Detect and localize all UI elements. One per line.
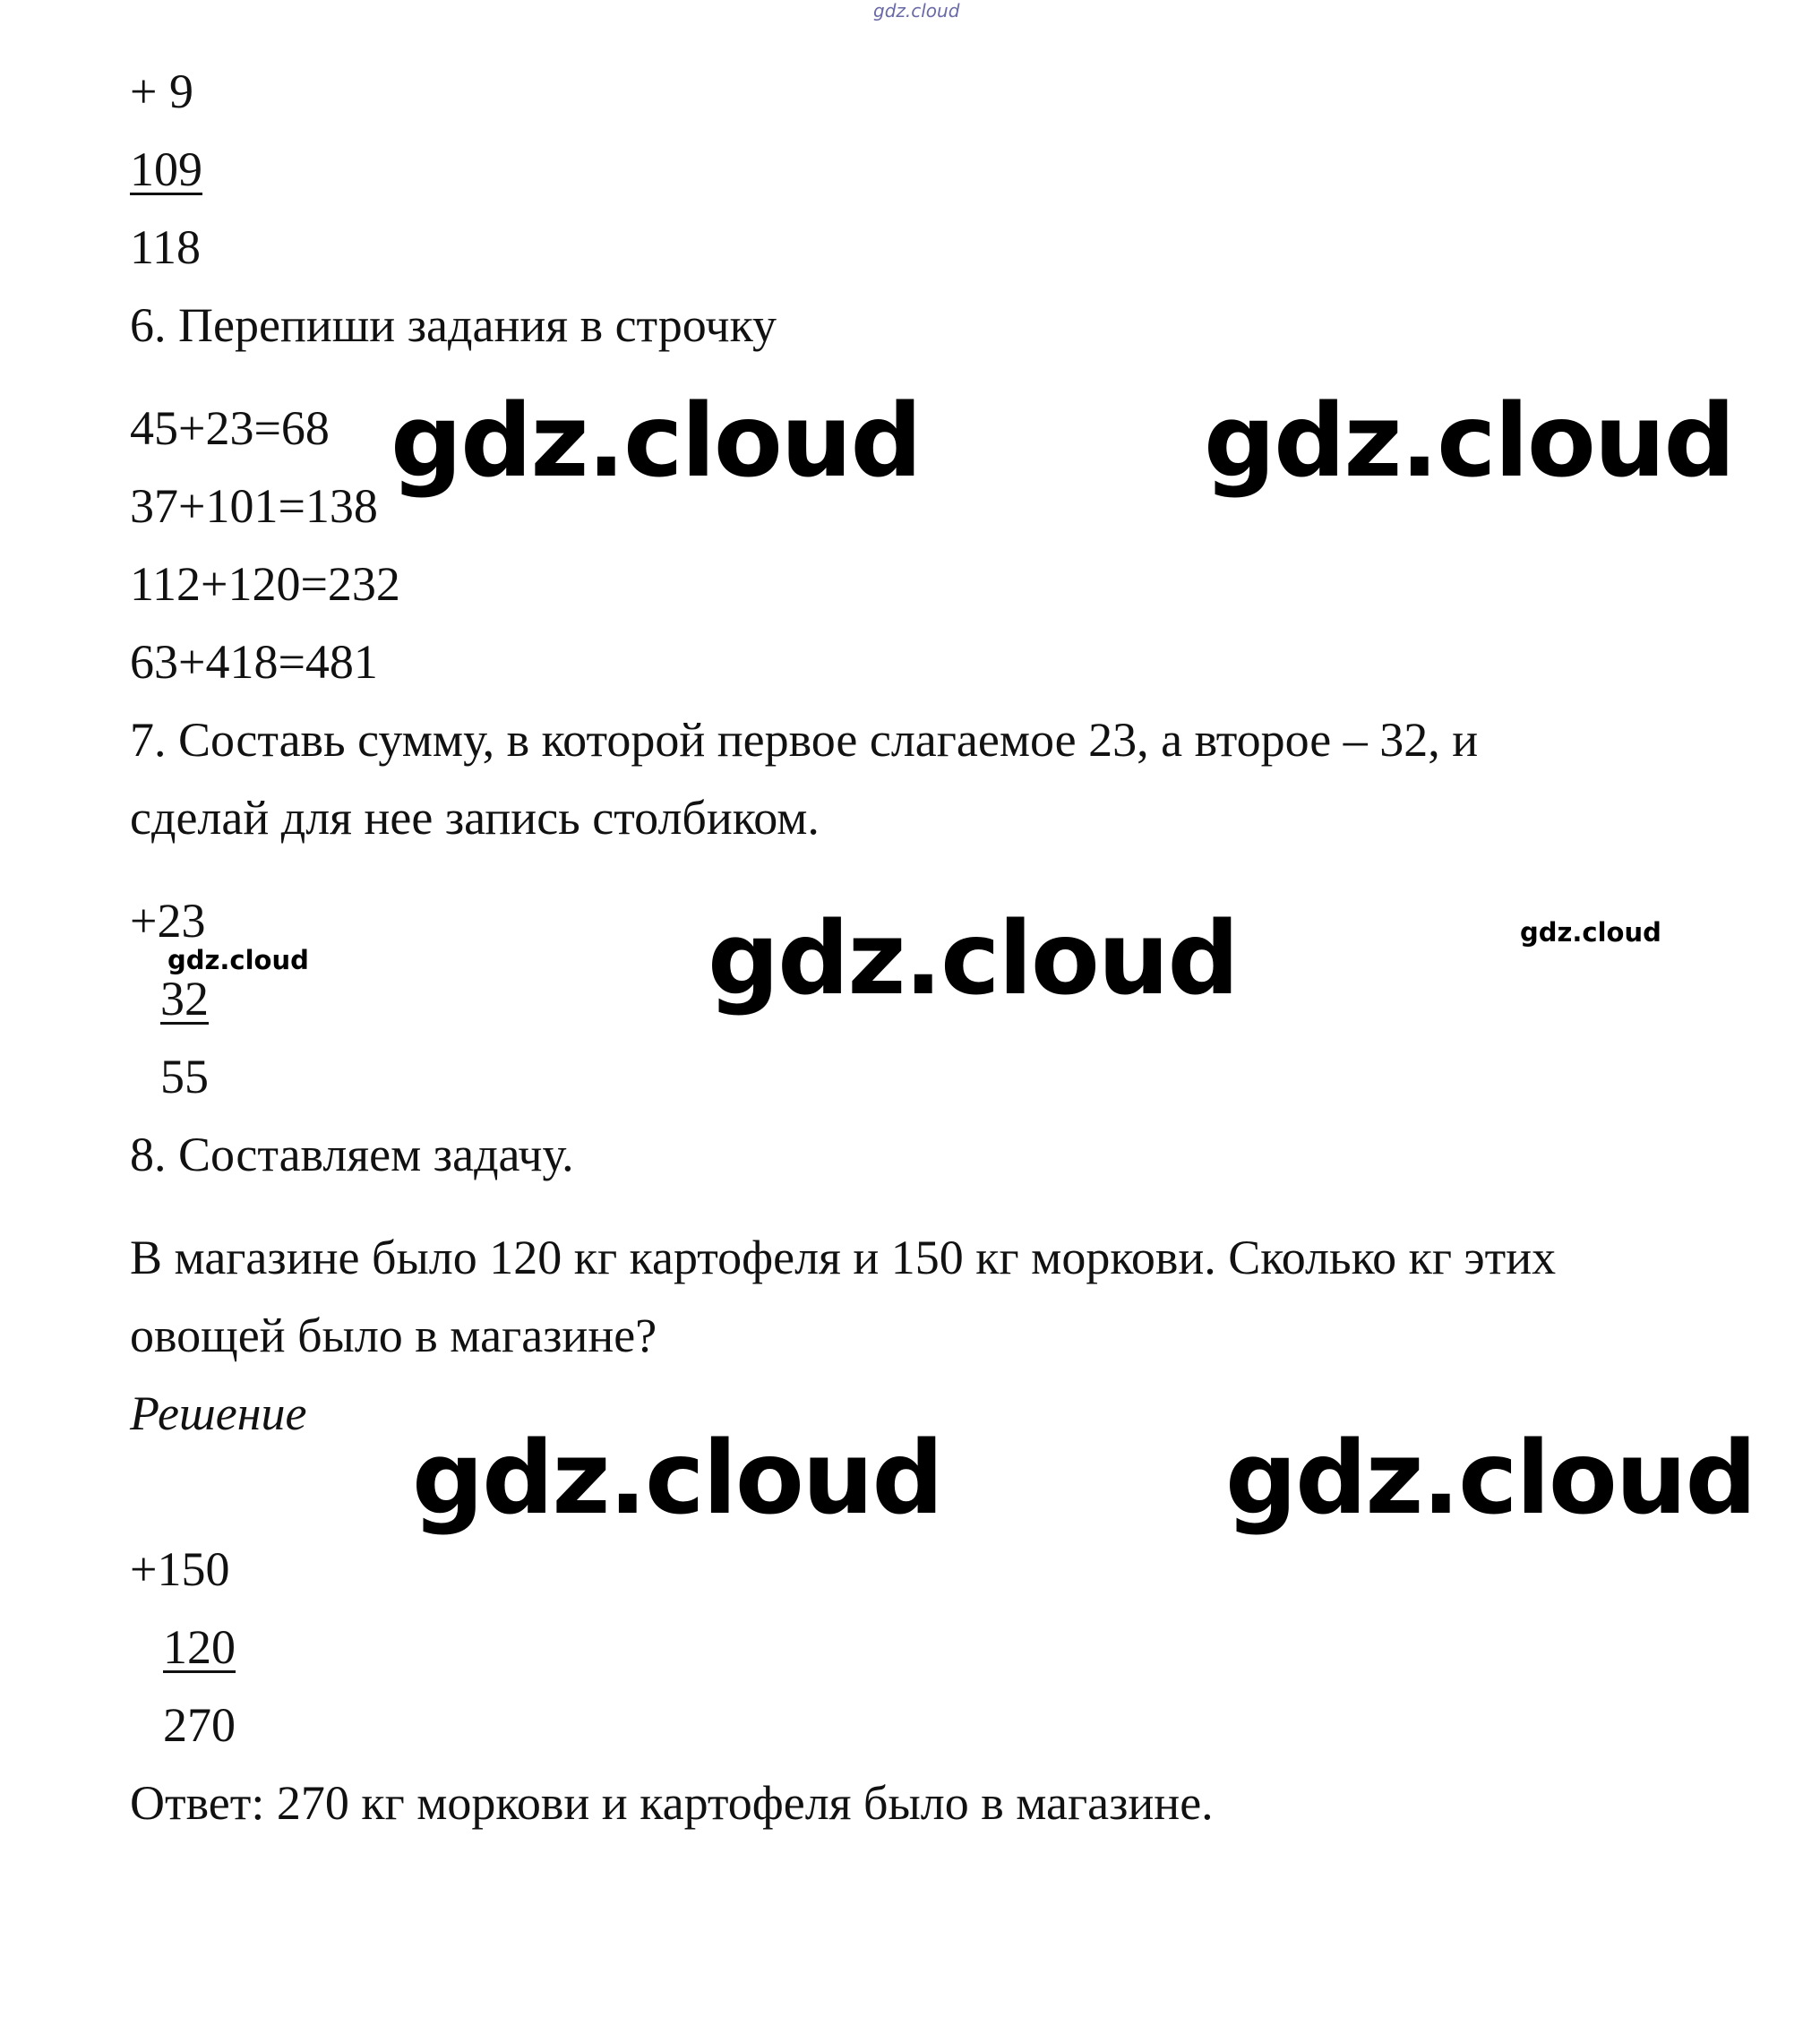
task8-answer: Ответ: 270 кг моркови и картофеля было в магазине. [130, 1776, 1214, 1830]
task6-line-2: 37+101=138 [130, 479, 378, 533]
task8-heading: 8. Составляем задачу. [130, 1128, 574, 1181]
task8-col-line2: 120 [163, 1620, 236, 1674]
task6-line-3: 112+120=232 [130, 557, 400, 611]
task6-line-1: 45+23=68 [130, 401, 330, 455]
task6-line-4: 63+418=481 [130, 635, 378, 689]
watermark-small-1: gdz.cloud [167, 945, 309, 975]
task6-heading: 6. Перепиши задания в строчку [130, 298, 777, 352]
watermark-2: gdz.cloud [1204, 383, 1734, 500]
task8-col-line1: +150 [130, 1542, 230, 1596]
task7-col-line2: 32 [160, 972, 209, 1026]
task8-problem-line2: овощей было в магазине? [130, 1309, 657, 1362]
task7-col-line1: +23 [130, 894, 206, 948]
task7-heading-line2: сделай для нее запись столбиком. [130, 791, 820, 845]
task7-heading-line1: 7. Составь сумму, в которой первое слагаемое 23, а второе – 32, и [130, 713, 1479, 767]
watermark-4: gdz.cloud [412, 1420, 942, 1537]
sum1-line3: 118 [130, 220, 201, 274]
sum1-line1: + 9 [130, 64, 193, 118]
watermark-5: gdz.cloud [1225, 1420, 1756, 1537]
task8-problem-line1: В магазине было 120 кг картофеля и 150 кг моркови. Сколько кг этих [130, 1231, 1557, 1284]
top-watermark: gdz.cloud [873, 0, 960, 21]
watermark-1: gdz.cloud [391, 383, 921, 500]
task8-col-line3: 270 [163, 1698, 236, 1752]
task8-solution-label: Решение [130, 1386, 307, 1440]
watermark-3: gdz.cloud [708, 901, 1238, 1017]
task7-col-line3: 55 [160, 1050, 209, 1103]
watermark-small-2: gdz.cloud [1520, 917, 1661, 948]
sum1-line2: 109 [130, 142, 202, 196]
